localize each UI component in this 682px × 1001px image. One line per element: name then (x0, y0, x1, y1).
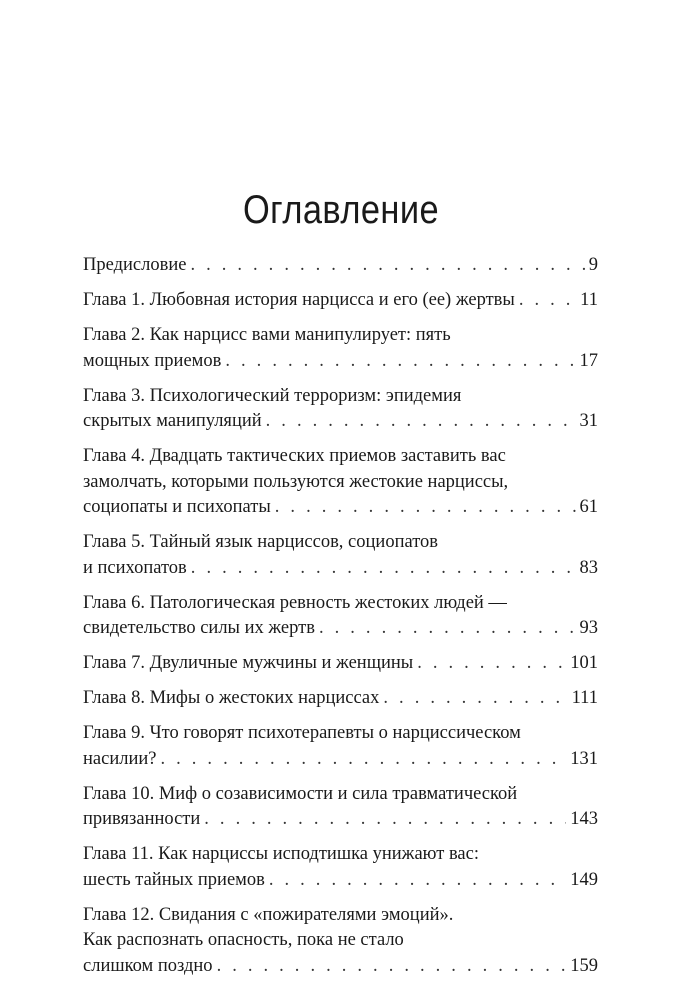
toc-line (83, 686, 598, 712)
dot-leader (417, 651, 566, 677)
toc-page-number: 11 (580, 290, 598, 310)
toc-entry-chapter-9 (83, 721, 598, 772)
toc-line (83, 556, 598, 582)
toc-entry-chapter-2 (83, 323, 598, 374)
toc-page-number: 131 (570, 748, 598, 769)
toc-entry-text: Глава 12. Свидания с «пожирателями эмоций». (83, 904, 454, 925)
toc-line (83, 651, 598, 677)
toc-line (83, 409, 598, 435)
toc-entry-chapter-3 (83, 384, 598, 435)
dot-leader (269, 868, 566, 894)
toc-entry-text: Глава 10. Миф о созависимости и сила травматической (83, 783, 518, 804)
toc-entry-text: замолчать, которыми пользуются жестокие нарциссы, (83, 471, 509, 492)
toc-page-number: 149 (570, 869, 598, 890)
toc-entry-chapter-5 (83, 530, 598, 581)
toc-line (83, 616, 598, 642)
dot-leader (383, 686, 567, 712)
toc-entry-text: Предисловие (83, 255, 187, 275)
toc-entry-text: Глава 2. Как нарцисс вами манипулирует: пять (83, 325, 451, 345)
toc-entry-text: социопаты и психопаты (83, 497, 271, 517)
toc-entry-text: насилии? (83, 748, 157, 769)
toc-line (83, 253, 598, 279)
toc-line (83, 288, 598, 314)
dot-leader (319, 616, 576, 642)
toc-line (83, 954, 598, 980)
toc-line (83, 747, 598, 773)
toc-entry-text: Глава 11. Как нарциссы исподтишка унижают вас: (83, 844, 479, 864)
toc-entry-chapter-6 (83, 591, 598, 642)
dot-leader (190, 253, 584, 279)
toc-entry-text: Глава 4. Двадцать тактических приемов заставить вас (83, 446, 506, 466)
toc-page-number: 61 (579, 497, 598, 517)
toc-page-number: 93 (579, 618, 598, 638)
toc-page-number: 83 (579, 557, 598, 578)
toc-page-number: 159 (570, 955, 598, 976)
dot-leader (225, 349, 575, 375)
toc-entry-text: свидетельство силы их жертв (83, 618, 315, 638)
toc-entry-text: слишком поздно (83, 955, 213, 976)
toc-page-number: 143 (570, 809, 598, 829)
toc-entry-text: шесть тайных приемов (83, 869, 265, 890)
toc-entry-text: Глава 7. Двуличные мужчины и женщины (83, 653, 414, 673)
dot-leader (160, 747, 566, 773)
toc-entry-text: скрытых манипуляций (83, 411, 262, 431)
toc-line (83, 868, 598, 894)
toc-entry-text: Глава 9. Что говорят психотерапевты о нарциссическом (83, 723, 521, 743)
toc-page-number: 101 (570, 653, 598, 673)
toc-line (83, 495, 598, 521)
toc-line (83, 349, 598, 375)
toc-entry-chapter-4 (83, 444, 598, 521)
toc-entry-chapter-7 (83, 651, 598, 677)
toc-page-number: 111 (571, 688, 598, 708)
toc-entry-text: и психопатов (83, 557, 187, 578)
table-of-contents (83, 253, 598, 989)
toc-line (83, 807, 598, 833)
toc-entry-text: Глава 6. Патологическая ревность жестоких людей — (83, 592, 507, 613)
toc-entry-text: мощных приемов (83, 350, 222, 371)
dot-leader (204, 807, 566, 833)
toc-entry-chapter-1 (83, 288, 598, 314)
toc-entry-text: Глава 5. Тайный язык нарциссов, социопатов (83, 532, 439, 552)
toc-page-number: 31 (579, 411, 598, 431)
toc-entry-text: Как распознать опасность, пока не стало (83, 930, 404, 950)
dot-leader (266, 409, 576, 435)
dot-leader (519, 288, 576, 314)
toc-entry-text: Глава 8. Мифы о жестоких нарциссах (83, 688, 380, 708)
dot-leader (217, 954, 567, 980)
dot-leader (275, 495, 576, 521)
toc-entry-chapter-10 (83, 782, 598, 833)
toc-entry-text: Глава 1. Любовная история нарцисса и его (ее) жертвы (83, 290, 515, 310)
dot-leader (191, 556, 576, 582)
toc-entry-text: Глава 3. Психологический терроризм: эпидемия (83, 385, 462, 406)
toc-entry-text: привязанности (83, 809, 201, 829)
toc-entry-chapter-11 (83, 842, 598, 893)
toc-entry-preface (83, 253, 598, 279)
toc-page-number: 9 (588, 255, 598, 275)
page-title: Оглавление (242, 188, 440, 232)
toc-entry-chapter-12 (83, 903, 598, 980)
toc-entry-chapter-8 (83, 686, 598, 712)
toc-page-number: 17 (579, 350, 598, 371)
